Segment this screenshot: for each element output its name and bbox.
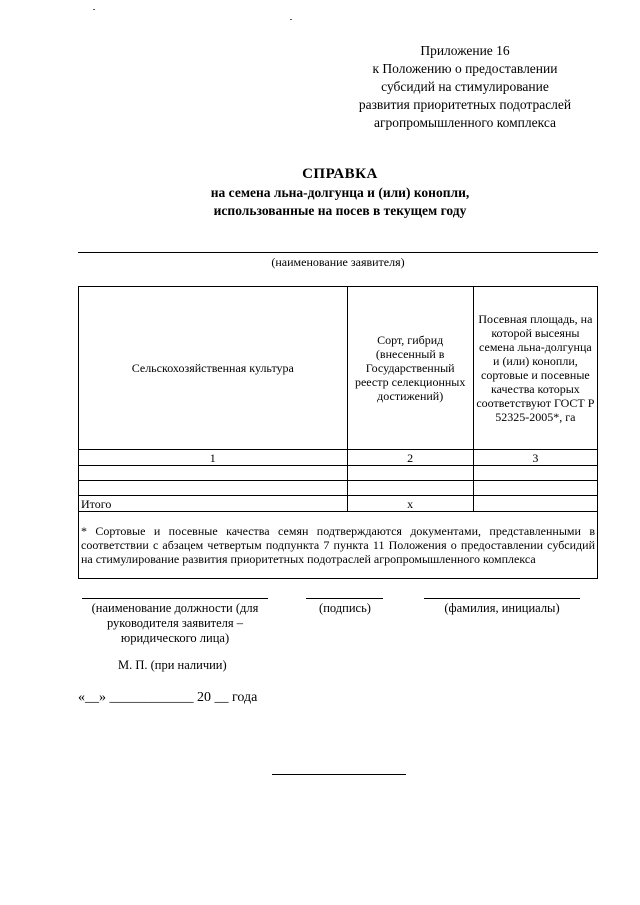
- table-cell[interactable]: [347, 466, 473, 481]
- header-crop: Сельскохозяйственная культура: [79, 287, 348, 450]
- footnote-row: [79, 512, 598, 579]
- table-row: [79, 466, 598, 481]
- document-title: [80, 165, 600, 220]
- header-area: Посевная площадь, на которой высеяны семена льна-долгунца и (или) конопли, сортовые и посевные качества которых соответствуют ГОСТ Р 52325-2005*, га: [473, 287, 597, 450]
- column-number: 1: [79, 450, 348, 466]
- scan-speck: [290, 19, 292, 20]
- table-row: [79, 481, 598, 496]
- total-area-cell[interactable]: [473, 496, 597, 512]
- position-signature-line[interactable]: [82, 598, 268, 599]
- column-number-row: [79, 450, 598, 466]
- appendix-line: Приложение 16: [420, 43, 510, 58]
- seed-table: [78, 286, 598, 579]
- bottom-rule: [272, 774, 406, 775]
- stamp-placeholder: М. П. (при наличии): [118, 658, 227, 672]
- table-cell[interactable]: [473, 481, 597, 496]
- table-cell[interactable]: [347, 481, 473, 496]
- table-cell[interactable]: [79, 481, 348, 496]
- position-caption: (наименование должности (для руководителя заявителя – юридического лица): [91, 601, 259, 645]
- table-header-row: [79, 287, 598, 450]
- scan-speck: [93, 9, 95, 10]
- appendix-line: агропромышленного комплекса: [374, 115, 556, 130]
- appendix-line: развития приоритетных подотраслей: [358, 97, 572, 112]
- column-number: 3: [473, 450, 597, 466]
- name-signature-line[interactable]: [424, 598, 580, 599]
- table-cell[interactable]: [473, 466, 597, 481]
- appendix-line: к Положению о предоставлении: [372, 61, 558, 76]
- table-cell[interactable]: [79, 466, 348, 481]
- title-main: СПРАВКА: [302, 166, 378, 182]
- total-mark: x: [347, 496, 473, 512]
- applicant-caption: (наименование заявителя): [271, 255, 405, 269]
- applicant-name-field[interactable]: [78, 252, 598, 253]
- column-number: 2: [347, 450, 473, 466]
- title-subtitle-line-1: на семена льна-долгунца и (или) конопли,: [210, 185, 470, 200]
- appendix-header: [330, 42, 600, 132]
- title-subtitle-line-2: использованные на посев в текущем году: [213, 203, 467, 218]
- footnote: * Сортовые и посевные качества семян подтверждаются документами, представленными в соответствии с абзацем четвертым подпункта 7 пункта 11 Положения о предоставлении субсидий на стимулирование развития приоритетных подотраслей агропромышленного комплекса: [79, 512, 598, 579]
- total-row: [79, 496, 598, 512]
- signature-caption: (подпись): [319, 601, 371, 615]
- total-label: Итого: [79, 496, 348, 512]
- appendix-line: субсидий на стимулирование: [381, 79, 549, 94]
- signature-line[interactable]: [306, 598, 383, 599]
- name-caption: (фамилия, инициалы): [444, 601, 560, 615]
- header-variety: Сорт, гибрид (внесенный в Государственный реестр селекционных достижений): [347, 287, 473, 450]
- date-field[interactable]: «__» ____________ 20 __ года: [78, 690, 258, 705]
